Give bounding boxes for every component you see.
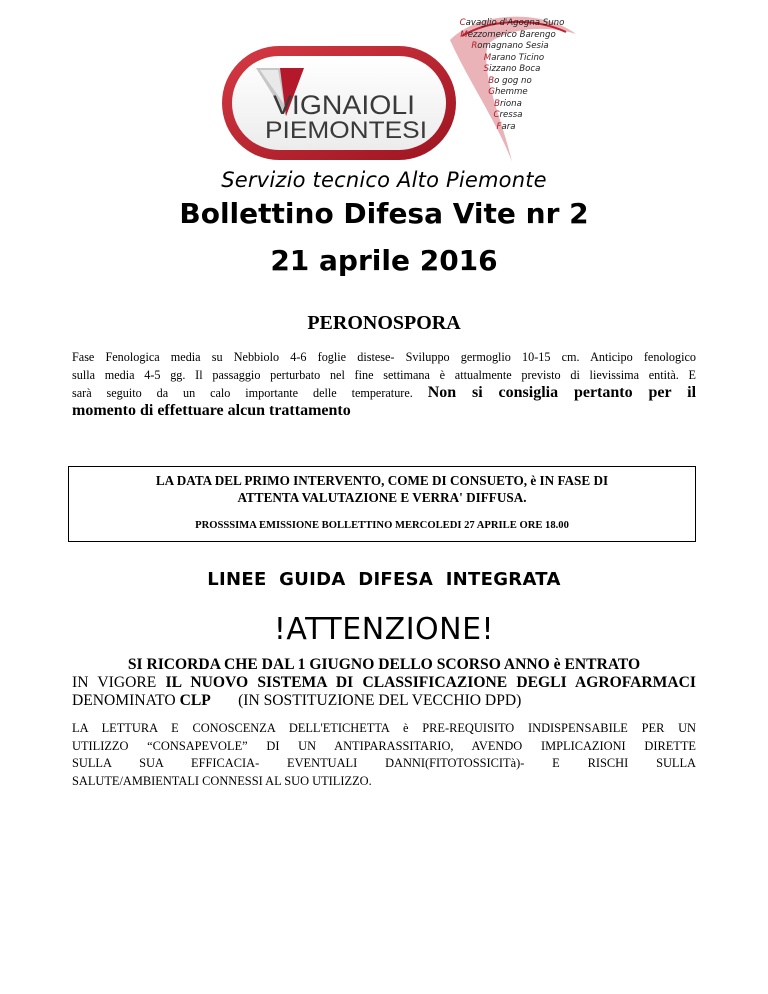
clp-line: SI RICORDA CHE DAL 1 GIUGNO DELLO SCORSO ANNO è ENTRATO <box>127 656 641 673</box>
next-emission-text: PROSSSIMA EMISSIONE BOLLETTINO MERCOLEDI 27 APRILE ORE 18.00 <box>195 520 569 531</box>
notice-box <box>68 466 696 542</box>
clp-text: DENOMINATO <box>72 692 176 709</box>
clp-line <box>72 674 696 692</box>
clp-text: IN VIGORE <box>72 674 157 691</box>
service-title: Servizio tecnico Alto Piemonte <box>221 168 547 192</box>
attention-heading: !ATTENZIONE! <box>273 612 495 647</box>
label-line: SALUTE/AMBIENTALI CONNESSI AL SUO UTILIZZO. <box>72 773 372 788</box>
clp-text: (IN SOSTITUZIONE DEL VECCHIO DPD) <box>238 692 522 709</box>
clp-line <box>72 692 696 710</box>
paragraph-line: sulla media 4-5 gg. Il passaggio perturbato nel fine settimana è attualmente previsto di lievissima entità. E <box>72 368 696 382</box>
vignaioli-piemontesi-logo <box>220 42 460 164</box>
clp-bold-text: CLP <box>179 692 211 709</box>
clp-bold-text: IL NUOVO SISTEMA DI CLASSIFICAZIONE DEGLI AGROFARMACI <box>165 674 696 691</box>
label-paragraph <box>72 720 696 790</box>
label-line: UTILIZZO “CONSAPEVOLE” DI UN ANTIPARASSITARIO, AVENDO IMPLICAZIONI DIRETTE <box>72 738 696 753</box>
bulletin-title: Bollettino Difesa Vite nr 2 <box>179 197 589 230</box>
town-name: Bo gog no <box>488 75 532 86</box>
label-line: SULLA SUA EFFICACIA- EVENTUALI DANNI(FITOTOSSICITà)- E RISCHI SULLA <box>72 756 696 770</box>
town-name: Briona <box>494 98 522 109</box>
towns-list <box>452 18 564 133</box>
town-name: Ghemme <box>488 87 528 97</box>
paragraph-line <box>72 402 696 420</box>
town-name: Mezzomerico Barengo <box>460 29 556 40</box>
notice-main-text <box>69 472 695 506</box>
logo-line1: VIGNAIOLI <box>273 90 415 120</box>
label-line: LA LETTURA E CONOSCENZA DELL'ETICHETTA è PRE-REQUISITO INDISPENSABILE PER UN <box>72 721 696 735</box>
notice-line: ATTENTA VALUTAZIONE E VERRA' DIFFUSA. <box>237 490 527 505</box>
guidelines-heading: LINEE GUIDA DIFESA INTEGRATA <box>207 569 561 590</box>
peronospora-paragraph <box>72 348 696 420</box>
paragraph-line <box>72 384 696 402</box>
town-name: Sizzano Boca <box>483 64 541 74</box>
logo-line2: PIEMONTESI <box>265 117 427 144</box>
recommendation-text: Non si consiglia pertanto per il <box>427 384 697 401</box>
town-name: Cressa <box>493 110 523 120</box>
bulletin-date: 21 aprile 2016 <box>270 244 498 277</box>
paragraph-line: Fase Fenologica media su Nebbiolo 4-6 foglie distese- Sviluppo germoglio 10-15 cm. Anticipo fenologico <box>72 350 696 364</box>
town-name: Cavaglio d'Agogna Suno <box>459 18 565 28</box>
peronospora-heading: PERONOSPORA <box>307 312 461 334</box>
town-name: Fara <box>496 121 516 132</box>
paragraph-text: sarà seguito da un calo importante delle temperature. <box>72 386 413 400</box>
town-name: Romagnano Sesia <box>471 41 549 51</box>
notice-line: LA DATA DEL PRIMO INTERVENTO, COME DI CONSUETO, è IN FASE DI <box>155 473 609 488</box>
town-name: Marano Ticino <box>483 52 545 63</box>
recommendation-text: momento di effettuare alcun trattamento <box>72 402 351 419</box>
clp-paragraph <box>72 656 696 710</box>
